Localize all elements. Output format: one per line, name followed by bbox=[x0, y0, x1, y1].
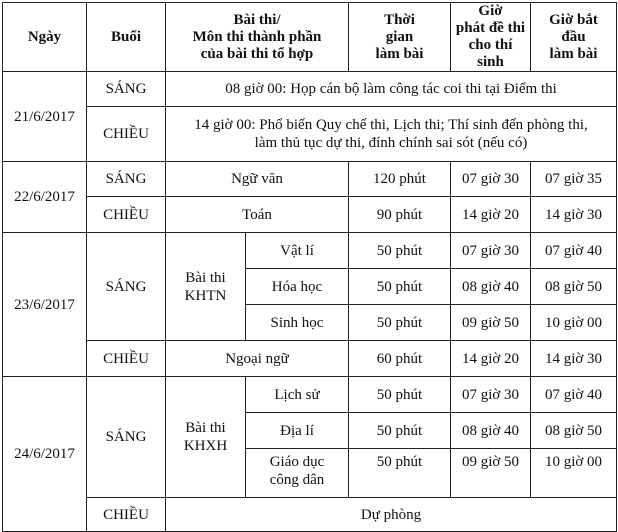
note-cell: 08 giờ 00: Họp cán bộ làm công tác coi thi tại Điểm thi bbox=[166, 72, 617, 107]
subject-cell: Lịch sử bbox=[246, 377, 349, 413]
duration-cell: 120 phút bbox=[349, 162, 451, 197]
start-time-cell: 07 giờ 35 bbox=[531, 162, 617, 197]
duration-cell: 50 phút bbox=[349, 377, 451, 413]
group-line1: Bài thi bbox=[185, 420, 226, 436]
duration-cell: 60 phút bbox=[349, 341, 451, 377]
release-time-cell: 08 giờ 40 bbox=[451, 269, 531, 305]
note-cell: Dự phòng bbox=[166, 498, 617, 532]
header-subject bbox=[166, 3, 349, 72]
table-row bbox=[3, 233, 617, 269]
release-time-cell: 07 giờ 30 bbox=[451, 377, 531, 413]
header-subject-line1: Bài thi/ bbox=[233, 11, 281, 28]
header-release-time bbox=[451, 3, 531, 72]
header-release-line2: phát đề thi bbox=[455, 20, 526, 36]
subject-cell bbox=[246, 449, 349, 498]
date-cell: 22/6/2017 bbox=[3, 162, 87, 233]
session-cell: CHIỀU bbox=[87, 341, 166, 377]
start-time-cell: 08 giờ 50 bbox=[531, 269, 617, 305]
date-cell: 21/6/2017 bbox=[3, 72, 87, 162]
duration-cell: 90 phút bbox=[349, 197, 451, 233]
note-cell bbox=[166, 107, 617, 162]
release-time-cell: 08 giờ 40 bbox=[451, 413, 531, 449]
header-release-line1: Giờ bbox=[478, 3, 503, 19]
release-time-cell: 07 giờ 30 bbox=[451, 233, 531, 269]
group-cell bbox=[166, 377, 246, 498]
session-cell: CHIỀU bbox=[87, 498, 166, 532]
session-cell: SÁNG bbox=[87, 377, 166, 498]
header-duration-line3: làm bài bbox=[375, 45, 424, 62]
note-line1: 14 giờ 00: Phổ biến Quy chế thi, Lịch thi; Thí sinh đến phòng thi, bbox=[194, 117, 588, 133]
group-cell bbox=[166, 233, 246, 341]
duration-cell: 50 phút bbox=[349, 413, 451, 449]
session-cell: CHIỀU bbox=[87, 197, 166, 233]
header-duration bbox=[349, 3, 451, 72]
duration-cell: 50 phút bbox=[349, 449, 451, 498]
release-time-cell: 07 giờ 30 bbox=[451, 162, 531, 197]
subject-cell: Sinh học bbox=[246, 305, 349, 341]
header-date: Ngày bbox=[3, 3, 87, 72]
group-line2: KHXH bbox=[183, 438, 228, 454]
session-cell: CHIỀU bbox=[87, 107, 166, 162]
exam-schedule-table bbox=[2, 2, 617, 532]
header-subject-line3: của bài thi tổ hợp bbox=[200, 45, 314, 62]
header-start-time bbox=[531, 3, 617, 72]
session-cell: SÁNG bbox=[87, 162, 166, 197]
header-duration-line1: Thời bbox=[384, 11, 415, 28]
date-cell: 24/6/2017 bbox=[3, 377, 87, 532]
table-row bbox=[3, 377, 617, 413]
table-row bbox=[3, 197, 617, 233]
duration-cell: 50 phút bbox=[349, 233, 451, 269]
session-cell: SÁNG bbox=[87, 233, 166, 341]
subject-cell: Ngoại ngữ bbox=[166, 341, 349, 377]
table-row bbox=[3, 498, 617, 532]
note-line2: làm thủ tục dự thi, đính chính sai sót (nếu có) bbox=[254, 135, 528, 151]
release-time-cell: 09 giờ 50 bbox=[451, 449, 531, 498]
release-time-cell: 09 giờ 50 bbox=[451, 305, 531, 341]
start-time-cell: 10 giờ 00 bbox=[531, 449, 617, 498]
subject-line1: Giáo dục bbox=[269, 454, 325, 470]
subject-line2: công dân bbox=[269, 472, 325, 488]
subject-cell: Địa lí bbox=[246, 413, 349, 449]
table-row bbox=[3, 107, 617, 162]
subject-cell: Hóa học bbox=[246, 269, 349, 305]
header-start-line2: đầu bbox=[561, 28, 586, 45]
table-row bbox=[3, 341, 617, 377]
table-row bbox=[3, 162, 617, 197]
group-line1: Bài thi bbox=[185, 269, 226, 286]
start-time-cell: 10 giờ 00 bbox=[531, 305, 617, 341]
table-row bbox=[3, 72, 617, 107]
header-release-line3: cho thí sinh bbox=[468, 37, 513, 70]
header-start-line3: làm bài bbox=[549, 45, 598, 62]
start-time-cell: 07 giờ 40 bbox=[531, 233, 617, 269]
duration-cell: 50 phút bbox=[349, 305, 451, 341]
duration-cell: 50 phút bbox=[349, 269, 451, 305]
header-duration-line2: gian bbox=[385, 28, 414, 45]
start-time-cell: 08 giờ 50 bbox=[531, 413, 617, 449]
group-line2: KHTN bbox=[184, 287, 227, 304]
header-subject-line2: Môn thi thành phần bbox=[192, 28, 322, 45]
start-time-cell: 14 giờ 30 bbox=[531, 341, 617, 377]
subject-cell: Toán bbox=[166, 197, 349, 233]
subject-cell: Ngữ văn bbox=[166, 162, 349, 197]
subject-cell: Vật lí bbox=[246, 233, 349, 269]
session-cell: SÁNG bbox=[87, 72, 166, 107]
header-row bbox=[3, 3, 617, 72]
header-session: Buổi bbox=[87, 3, 166, 72]
date-cell: 23/6/2017 bbox=[3, 233, 87, 377]
release-time-cell: 14 giờ 20 bbox=[451, 341, 531, 377]
release-time-cell: 14 giờ 20 bbox=[451, 197, 531, 233]
start-time-cell: 07 giờ 40 bbox=[531, 377, 617, 413]
header-start-line1: Giờ bắt bbox=[549, 11, 598, 28]
start-time-cell: 14 giờ 30 bbox=[531, 197, 617, 233]
